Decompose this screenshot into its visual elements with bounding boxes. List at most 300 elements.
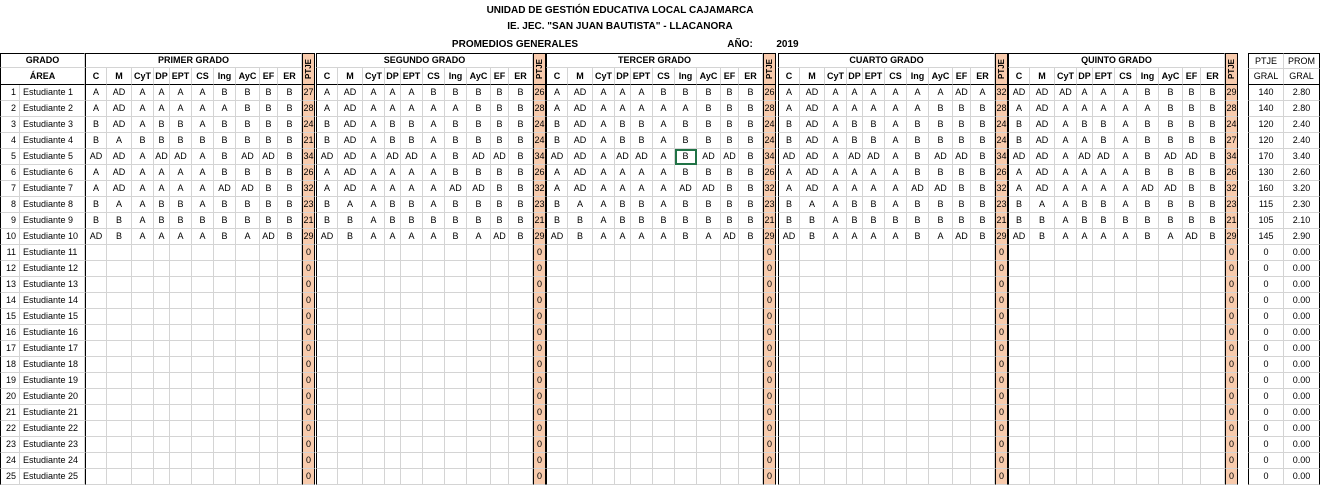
grade-cell[interactable] (192, 341, 214, 357)
grade-cell[interactable]: B (739, 165, 763, 181)
grade-cell[interactable] (885, 261, 907, 277)
grade-cell[interactable]: A (170, 165, 192, 181)
ptje-cell[interactable]: 26 (995, 165, 1008, 181)
grade-cell[interactable] (132, 341, 154, 357)
grade-cell[interactable] (170, 309, 192, 325)
ptje-cell[interactable]: 0 (302, 277, 315, 293)
grade-cell[interactable] (509, 357, 533, 373)
grade-cell[interactable] (1115, 325, 1137, 341)
grade-cell[interactable]: A (847, 101, 863, 117)
grade-cell[interactable]: A (423, 181, 445, 197)
grade-cell[interactable] (1077, 453, 1093, 469)
grade-cell[interactable] (1115, 373, 1137, 389)
grade-cell[interactable] (107, 405, 132, 421)
grade-cell[interactable] (509, 421, 533, 437)
grade-cell[interactable] (800, 325, 825, 341)
grade-cell[interactable]: B (615, 197, 631, 213)
grade-cell[interactable] (132, 373, 154, 389)
student-name[interactable]: Estudiante 1 (20, 85, 85, 101)
grade-cell[interactable]: B (467, 165, 491, 181)
ptje-cell[interactable]: 0 (1225, 245, 1238, 261)
grade-cell[interactable] (509, 389, 533, 405)
ptje-gral-cell[interactable]: 0 (1248, 293, 1284, 309)
grade-cell[interactable]: AD (800, 165, 825, 181)
ptje-cell[interactable]: 0 (763, 373, 776, 389)
grade-cell[interactable]: B (1030, 229, 1055, 245)
grade-cell[interactable] (132, 245, 154, 261)
grade-cell[interactable] (721, 437, 739, 453)
grade-cell[interactable] (721, 469, 739, 485)
grade-cell[interactable]: B (236, 165, 260, 181)
grade-cell[interactable] (800, 437, 825, 453)
grade-cell[interactable]: AD (1030, 117, 1055, 133)
grade-cell[interactable] (1115, 469, 1137, 485)
grade-cell[interactable] (631, 389, 653, 405)
grade-cell[interactable]: B (385, 133, 401, 149)
grade-cell[interactable]: AD (1183, 229, 1201, 245)
grade-cell[interactable]: B (1201, 117, 1225, 133)
grade-cell[interactable] (1008, 437, 1030, 453)
ptje-cell[interactable]: 0 (763, 293, 776, 309)
grade-cell[interactable] (675, 309, 697, 325)
grade-cell[interactable] (491, 245, 509, 261)
grade-cell[interactable]: B (568, 213, 593, 229)
grade-cell[interactable] (1093, 437, 1115, 453)
grade-cell[interactable] (85, 389, 107, 405)
grade-cell[interactable]: A (1093, 101, 1115, 117)
grade-cell[interactable]: A (825, 165, 847, 181)
grade-cell[interactable]: A (85, 85, 107, 101)
grade-cell[interactable]: B (1093, 197, 1115, 213)
grade-cell[interactable]: A (800, 197, 825, 213)
grade-cell[interactable] (1159, 261, 1183, 277)
area-col-header[interactable]: Ing (907, 68, 929, 85)
grade-cell[interactable]: AD (800, 149, 825, 165)
row-number[interactable]: 6 (0, 165, 20, 181)
area-col-header[interactable]: Ing (445, 68, 467, 85)
ptje-header[interactable] (1225, 53, 1238, 85)
ptje-cell[interactable]: 0 (533, 373, 546, 389)
grade-cell[interactable]: B (1201, 229, 1225, 245)
grade-cell[interactable]: B (170, 133, 192, 149)
grade-cell[interactable] (1115, 277, 1137, 293)
grade-cell[interactable]: B (338, 213, 363, 229)
grade-cell[interactable]: A (85, 181, 107, 197)
ptje-cell[interactable]: 27 (302, 85, 315, 101)
grade-cell[interactable]: B (546, 117, 568, 133)
grade-cell[interactable]: B (907, 117, 929, 133)
grade-cell[interactable]: AD (800, 181, 825, 197)
anio-value[interactable]: 2019 (776, 38, 799, 50)
grade-cell[interactable] (697, 261, 721, 277)
grade-cell[interactable]: A (907, 101, 929, 117)
grade-cell[interactable] (929, 261, 953, 277)
ptje-cell[interactable]: 21 (302, 133, 315, 149)
grade-cell[interactable]: A (316, 101, 338, 117)
area-col-header[interactable]: EF (953, 68, 971, 85)
grade-cell[interactable] (154, 325, 170, 341)
grade-cell[interactable]: B (1030, 213, 1055, 229)
grade-cell[interactable] (316, 373, 338, 389)
grade-cell[interactable] (847, 357, 863, 373)
grade-cell[interactable] (546, 261, 568, 277)
grade-cell[interactable]: B (1137, 149, 1159, 165)
grade-cell[interactable]: A (615, 181, 631, 197)
grade-cell[interactable]: B (467, 85, 491, 101)
grade-cell[interactable] (1030, 357, 1055, 373)
ptje-cell[interactable]: 0 (763, 405, 776, 421)
ptje-cell[interactable]: 0 (533, 453, 546, 469)
grade-cell[interactable] (1008, 277, 1030, 293)
grade-header[interactable]: PRIMER GRADO (85, 53, 302, 68)
grade-cell[interactable] (953, 325, 971, 341)
grade-cell[interactable]: A (423, 149, 445, 165)
grade-cell[interactable] (675, 277, 697, 293)
grade-cell[interactable]: B (1008, 213, 1030, 229)
grade-cell[interactable] (631, 437, 653, 453)
grade-cell[interactable]: B (491, 85, 509, 101)
grade-cell[interactable]: B (260, 213, 278, 229)
grade-cell[interactable] (885, 453, 907, 469)
ptje-cell[interactable]: 0 (995, 373, 1008, 389)
grade-cell[interactable] (1008, 293, 1030, 309)
area-col-header[interactable]: AyC (1159, 68, 1183, 85)
grade-cell[interactable]: B (1137, 133, 1159, 149)
grade-cell[interactable]: A (401, 101, 423, 117)
grade-cell[interactable] (825, 421, 847, 437)
grade-cell[interactable]: B (491, 213, 509, 229)
grade-cell[interactable] (385, 421, 401, 437)
ptje-cell[interactable]: 0 (533, 389, 546, 405)
ptje-gral-cell[interactable]: 140 (1248, 85, 1284, 101)
ptje-cell[interactable]: 21 (302, 213, 315, 229)
student-name[interactable]: Estudiante 7 (20, 181, 85, 197)
ptje-header[interactable] (302, 53, 315, 85)
grade-cell[interactable] (800, 245, 825, 261)
grade-cell[interactable]: AD (1008, 229, 1030, 245)
row-number[interactable]: 9 (0, 213, 20, 229)
grade-cell[interactable] (260, 357, 278, 373)
grade-cell[interactable] (1159, 405, 1183, 421)
ptje-cell[interactable]: 29 (533, 229, 546, 245)
grade-cell[interactable] (546, 341, 568, 357)
grade-cell[interactable]: B (929, 165, 953, 181)
grade-cell[interactable]: B (509, 197, 533, 213)
prom-gral-cell[interactable]: 0.00 (1284, 357, 1320, 373)
grade-cell[interactable]: A (1077, 181, 1093, 197)
grade-cell[interactable] (1055, 469, 1077, 485)
grade-cell[interactable] (260, 245, 278, 261)
grade-cell[interactable]: A (132, 165, 154, 181)
row-number[interactable]: 14 (0, 293, 20, 309)
grade-cell[interactable]: B (971, 133, 995, 149)
grade-cell[interactable]: B (1077, 117, 1093, 133)
grade-cell[interactable] (697, 389, 721, 405)
prom-gral-cell[interactable]: 3.20 (1284, 181, 1320, 197)
row-number[interactable]: 11 (0, 245, 20, 261)
grade-cell[interactable]: B (1137, 85, 1159, 101)
grade-cell[interactable] (1030, 341, 1055, 357)
ptje-cell[interactable]: 0 (1225, 277, 1238, 293)
grade-cell[interactable]: AD (615, 149, 631, 165)
ptje-gral-header-bottom[interactable]: GRAL (1248, 69, 1284, 85)
ptje-cell[interactable]: 0 (995, 261, 1008, 277)
ptje-cell[interactable]: 0 (995, 437, 1008, 453)
grade-cell[interactable] (675, 453, 697, 469)
grade-cell[interactable]: B (260, 197, 278, 213)
grade-cell[interactable]: B (467, 117, 491, 133)
ptje-cell[interactable]: 0 (1225, 293, 1238, 309)
grade-cell[interactable] (825, 469, 847, 485)
grade-cell[interactable]: A (1055, 197, 1077, 213)
grade-cell[interactable] (278, 341, 302, 357)
grade-cell[interactable] (1055, 341, 1077, 357)
grade-cell[interactable] (1077, 309, 1093, 325)
grade-cell[interactable]: B (863, 213, 885, 229)
grade-cell[interactable] (363, 469, 385, 485)
grade-cell[interactable]: B (863, 133, 885, 149)
ptje-cell[interactable]: 0 (302, 469, 315, 485)
student-name[interactable]: Estudiante 3 (20, 117, 85, 133)
grade-cell[interactable] (423, 325, 445, 341)
grade-cell[interactable] (278, 357, 302, 373)
grade-cell[interactable] (721, 373, 739, 389)
grade-cell[interactable] (631, 453, 653, 469)
grade-cell[interactable]: B (260, 165, 278, 181)
ptje-cell[interactable]: 0 (533, 325, 546, 341)
grade-cell[interactable] (192, 421, 214, 437)
grade-cell[interactable] (1093, 405, 1115, 421)
grade-cell[interactable] (154, 405, 170, 421)
grade-cell[interactable] (778, 437, 800, 453)
ptje-gral-cell[interactable]: 105 (1248, 213, 1284, 229)
grade-cell[interactable]: B (631, 197, 653, 213)
grade-cell[interactable]: B (1137, 197, 1159, 213)
grade-cell[interactable] (825, 277, 847, 293)
grade-cell[interactable] (1159, 277, 1183, 293)
grade-cell[interactable] (385, 469, 401, 485)
grade-cell[interactable] (593, 325, 615, 341)
grade-cell[interactable]: A (825, 213, 847, 229)
grade-cell[interactable] (1201, 245, 1225, 261)
grade-cell[interactable] (825, 373, 847, 389)
ptje-cell[interactable]: 26 (533, 165, 546, 181)
grade-cell[interactable] (338, 245, 363, 261)
grade-cell[interactable] (1115, 437, 1137, 453)
grade-cell[interactable]: B (85, 213, 107, 229)
grade-cell[interactable]: A (1137, 101, 1159, 117)
grade-cell[interactable] (1030, 309, 1055, 325)
ptje-cell[interactable]: 24 (763, 117, 776, 133)
grade-cell[interactable] (1201, 309, 1225, 325)
grade-cell[interactable]: A (631, 101, 653, 117)
grade-cell[interactable]: A (971, 85, 995, 101)
grade-cell[interactable] (675, 389, 697, 405)
grade-cell[interactable]: A (1093, 229, 1115, 245)
grade-cell[interactable]: B (154, 117, 170, 133)
grade-cell[interactable]: A (363, 117, 385, 133)
grade-cell[interactable] (170, 357, 192, 373)
grade-cell[interactable]: AD (338, 181, 363, 197)
grade-cell[interactable] (1137, 421, 1159, 437)
grade-cell[interactable] (316, 437, 338, 453)
grade-cell[interactable] (401, 245, 423, 261)
ptje-cell[interactable]: 0 (302, 261, 315, 277)
area-col-header[interactable]: C (85, 68, 107, 85)
grade-cell[interactable] (863, 357, 885, 373)
grade-cell[interactable] (467, 325, 491, 341)
grade-cell[interactable]: A (593, 213, 615, 229)
grade-cell[interactable] (236, 373, 260, 389)
grade-cell[interactable]: B (1159, 165, 1183, 181)
grade-cell[interactable]: B (1159, 85, 1183, 101)
grade-cell[interactable] (800, 373, 825, 389)
grade-cell[interactable] (825, 325, 847, 341)
ptje-cell[interactable]: 34 (302, 149, 315, 165)
grade-cell[interactable]: AD (170, 149, 192, 165)
ptje-cell[interactable]: 0 (302, 245, 315, 261)
grade-cell[interactable] (697, 245, 721, 261)
prom-gral-header-top[interactable]: PROM (1284, 53, 1320, 69)
grade-cell[interactable] (1201, 261, 1225, 277)
grade-cell[interactable]: A (316, 85, 338, 101)
grade-cell[interactable] (170, 261, 192, 277)
grade-cell[interactable] (1137, 405, 1159, 421)
grade-cell[interactable] (236, 245, 260, 261)
grade-cell[interactable] (907, 277, 929, 293)
grade-cell[interactable] (971, 389, 995, 405)
grade-cell[interactable]: A (1093, 85, 1115, 101)
grade-cell[interactable]: B (445, 117, 467, 133)
ptje-cell[interactable]: 21 (995, 213, 1008, 229)
student-name[interactable]: Estudiante 12 (20, 261, 85, 277)
grade-cell[interactable]: B (401, 213, 423, 229)
grade-cell[interactable] (214, 357, 236, 373)
grade-cell[interactable]: B (1183, 117, 1201, 133)
grade-cell[interactable] (1055, 389, 1077, 405)
grade-cell[interactable] (214, 453, 236, 469)
ptje-cell[interactable]: 32 (1225, 181, 1238, 197)
ptje-gral-cell[interactable]: 120 (1248, 133, 1284, 149)
grade-cell[interactable] (778, 389, 800, 405)
grade-cell[interactable] (132, 309, 154, 325)
grade-cell[interactable] (847, 373, 863, 389)
ptje-cell[interactable]: 0 (533, 469, 546, 485)
row-number[interactable]: 23 (0, 437, 20, 453)
grade-cell[interactable] (907, 341, 929, 357)
grade-cell[interactable] (1183, 453, 1201, 469)
grade-cell[interactable] (278, 469, 302, 485)
grade-cell[interactable] (154, 245, 170, 261)
grade-cell[interactable]: AD (907, 181, 929, 197)
grade-cell[interactable] (929, 277, 953, 293)
grade-cell[interactable]: B (847, 117, 863, 133)
grade-cell[interactable]: AD (107, 117, 132, 133)
grade-cell[interactable] (847, 437, 863, 453)
grade-cell[interactable] (546, 357, 568, 373)
ptje-cell[interactable]: 32 (995, 85, 1008, 101)
grade-cell[interactable] (491, 309, 509, 325)
area-col-header[interactable]: ER (1201, 68, 1225, 85)
grade-cell[interactable] (385, 437, 401, 453)
area-col-header[interactable]: CyT (593, 68, 615, 85)
grade-cell[interactable] (568, 341, 593, 357)
grade-cell[interactable] (953, 373, 971, 389)
grade-cell[interactable]: AD (467, 149, 491, 165)
grade-header[interactable]: SEGUNDO GRADO (316, 53, 533, 68)
grade-cell[interactable]: A (631, 165, 653, 181)
grade-cell[interactable] (278, 373, 302, 389)
grade-cell[interactable] (863, 261, 885, 277)
grade-cell[interactable] (338, 469, 363, 485)
grade-cell[interactable] (825, 437, 847, 453)
grade-cell[interactable] (338, 357, 363, 373)
grade-cell[interactable]: B (1159, 133, 1183, 149)
grade-cell[interactable] (107, 309, 132, 325)
grade-cell[interactable]: A (192, 85, 214, 101)
grade-cell[interactable] (192, 469, 214, 485)
grade-cell[interactable] (1077, 389, 1093, 405)
grade-cell[interactable] (491, 453, 509, 469)
ptje-cell[interactable]: 21 (533, 213, 546, 229)
grade-cell[interactable]: B (971, 213, 995, 229)
grade-cell[interactable]: AD (1137, 181, 1159, 197)
grade-cell[interactable] (491, 389, 509, 405)
grade-cell[interactable] (721, 421, 739, 437)
grade-cell[interactable]: AD (107, 149, 132, 165)
grade-cell[interactable] (778, 261, 800, 277)
grade-cell[interactable] (1115, 405, 1137, 421)
grade-cell[interactable]: B (1077, 197, 1093, 213)
grade-cell[interactable] (971, 437, 995, 453)
grade-cell[interactable]: AD (260, 149, 278, 165)
grade-cell[interactable] (1077, 405, 1093, 421)
grade-cell[interactable]: B (170, 213, 192, 229)
grade-cell[interactable] (1055, 325, 1077, 341)
grade-cell[interactable]: A (885, 165, 907, 181)
grade-cell[interactable]: B (653, 85, 675, 101)
grade-cell[interactable] (260, 293, 278, 309)
grade-cell[interactable]: B (1201, 101, 1225, 117)
grade-cell[interactable]: AD (847, 149, 863, 165)
grade-cell[interactable]: B (214, 229, 236, 245)
grade-cell[interactable] (800, 341, 825, 357)
grade-cell[interactable] (338, 309, 363, 325)
grade-cell[interactable]: AD (697, 149, 721, 165)
grade-cell[interactable] (971, 357, 995, 373)
grade-cell[interactable] (423, 469, 445, 485)
grade-cell[interactable]: AD (1008, 149, 1030, 165)
grade-cell[interactable] (800, 293, 825, 309)
grade-cell[interactable]: A (132, 101, 154, 117)
grade-cell[interactable] (1030, 373, 1055, 389)
grade-cell[interactable] (739, 309, 763, 325)
grade-cell[interactable]: A (363, 85, 385, 101)
grade-cell[interactable] (631, 325, 653, 341)
grade-cell[interactable]: A (653, 101, 675, 117)
grade-cell[interactable]: B (800, 229, 825, 245)
grade-cell[interactable] (1008, 341, 1030, 357)
area-col-header[interactable]: CS (653, 68, 675, 85)
grade-cell[interactable] (631, 293, 653, 309)
grade-cell[interactable] (192, 293, 214, 309)
grade-cell[interactable] (509, 469, 533, 485)
student-name[interactable]: Estudiante 24 (20, 453, 85, 469)
grade-cell[interactable] (338, 325, 363, 341)
grade-cell[interactable]: B (929, 197, 953, 213)
grade-cell[interactable] (467, 341, 491, 357)
grade-cell[interactable] (568, 373, 593, 389)
